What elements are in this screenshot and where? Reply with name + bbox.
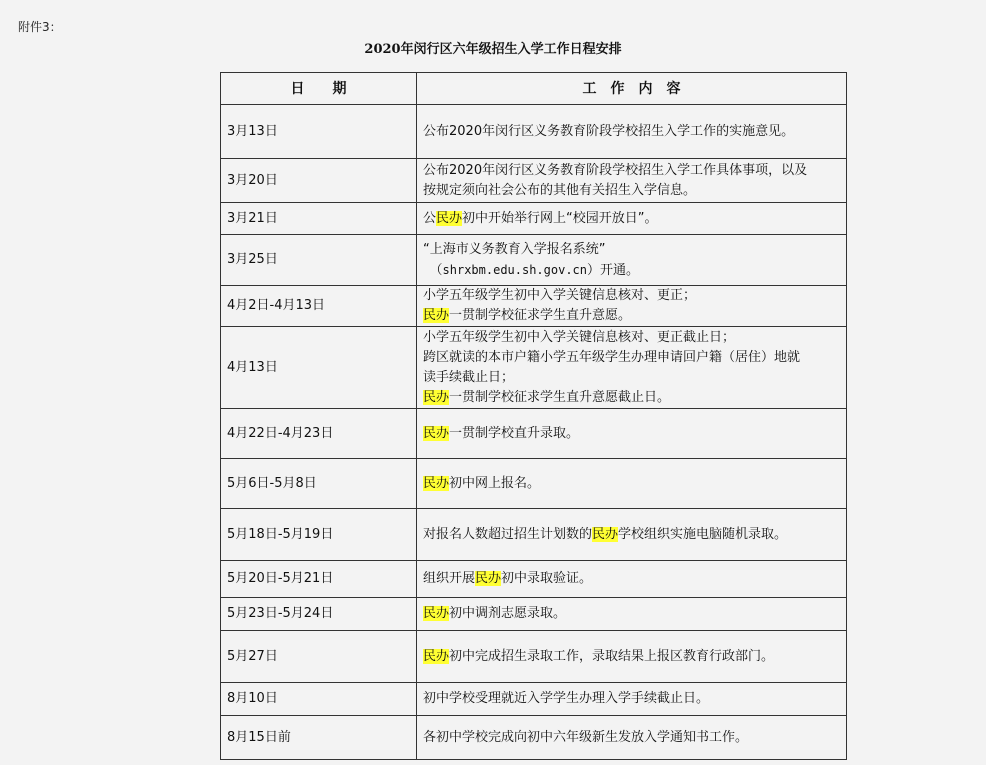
highlighted-term: 民办 xyxy=(423,648,450,664)
table-row xyxy=(221,509,847,561)
table-row xyxy=(221,235,847,286)
content-text: 一贯制学校直升录取。 xyxy=(449,425,580,441)
content-line xyxy=(423,474,840,494)
content-line xyxy=(423,286,840,306)
highlighted-term: 民办 xyxy=(423,606,450,621)
row-content xyxy=(417,459,847,509)
table-row xyxy=(221,203,847,235)
content-line xyxy=(423,122,840,142)
row-content xyxy=(417,683,847,716)
row-content xyxy=(417,561,847,598)
row-date: 8月15日前 xyxy=(221,716,417,760)
content-line xyxy=(423,388,840,408)
header-row xyxy=(221,73,847,105)
row-date: 3月13日 xyxy=(221,105,417,159)
highlighted-term: 民办 xyxy=(423,425,450,441)
highlighted-term: 民办 xyxy=(423,389,450,405)
content-text: 一贯制学校征求学生直升意愿。 xyxy=(449,308,632,323)
table-row xyxy=(221,561,847,598)
row-date: 4月2日-4月13日 xyxy=(221,286,417,327)
content-text: 跨区就读的本市户籍小学五年级学生办理申请回户籍（居住）地就 xyxy=(423,349,801,365)
content-text: 各初中学校完成向初中六年级新生发放入学通知书工作。 xyxy=(423,729,749,745)
content-line xyxy=(423,728,840,748)
table-row xyxy=(221,459,847,509)
content-line xyxy=(423,328,840,348)
row-content xyxy=(417,286,847,327)
content-text: 学校组织实施电脑随机录取。 xyxy=(618,526,788,542)
table-row xyxy=(221,159,847,203)
content-text: 初中调剂志愿录取。 xyxy=(449,606,567,621)
schedule-table xyxy=(220,72,847,760)
row-content xyxy=(417,203,847,235)
date-header: 日 期 xyxy=(221,73,417,105)
content-line xyxy=(423,306,840,326)
row-date: 5月20日-5月21日 xyxy=(221,561,417,598)
content-text: 初中录取验证。 xyxy=(501,571,593,586)
content-line xyxy=(423,647,840,667)
content-text: 小学五年级学生初中入学关键信息核对、更正； xyxy=(423,288,697,303)
content-text: 按规定须向社会公布的其他有关招生入学信息。 xyxy=(423,182,697,198)
highlighted-term: 民办 xyxy=(436,210,463,226)
content-text: 初中学校受理就近入学学生办理入学手续截止日。 xyxy=(423,691,710,706)
content-line xyxy=(423,209,840,229)
content-text: 初中完成招生录取工作，录取结果上报区教育行政部门。 xyxy=(449,648,775,664)
table-row xyxy=(221,286,847,327)
row-content xyxy=(417,631,847,683)
row-date: 8月10日 xyxy=(221,683,417,716)
row-content xyxy=(417,159,847,203)
content-text: （ xyxy=(423,262,443,278)
content-text: 对报名人数超过招生计划数的 xyxy=(423,526,593,542)
content-text: 一贯制学校征求学生直升意愿截止日。 xyxy=(449,389,671,405)
content-text: 小学五年级学生初中入学关键信息核对、更正截止日； xyxy=(423,329,736,345)
highlighted-term: 民办 xyxy=(592,526,619,542)
row-date: 4月22日-4月23日 xyxy=(221,409,417,459)
content-text: 公布2020年闵行区义务教育阶段学校招生入学工作的实施意见。 xyxy=(423,123,795,139)
content-text: 初中网上报名。 xyxy=(449,475,541,491)
content-text: ）开通。 xyxy=(587,262,640,278)
content-line xyxy=(423,604,840,624)
content-line xyxy=(423,161,840,181)
row-content xyxy=(417,509,847,561)
content-line xyxy=(423,368,840,388)
highlighted-term: 民办 xyxy=(423,308,450,323)
row-date: 3月25日 xyxy=(221,235,417,286)
row-date: 5月27日 xyxy=(221,631,417,683)
row-content xyxy=(417,105,847,159)
row-content xyxy=(417,235,847,286)
table-row xyxy=(221,598,847,631)
table-row xyxy=(221,683,847,716)
row-content xyxy=(417,716,847,760)
highlighted-term: 民办 xyxy=(423,475,450,491)
row-date: 5月18日-5月19日 xyxy=(221,509,417,561)
content-header: 工 作 内 容 xyxy=(417,73,847,105)
table-row xyxy=(221,105,847,159)
row-date: 3月21日 xyxy=(221,203,417,235)
content-line xyxy=(423,569,840,589)
table-row xyxy=(221,716,847,760)
content-text: “上海市义务教育入学报名系统” xyxy=(423,241,606,257)
content-text: 公布2020年闵行区义务教育阶段学校招生入学工作具体事项，以及 xyxy=(423,162,808,178)
content-line xyxy=(423,689,840,709)
content-line xyxy=(423,348,840,368)
content-text: 组织开展 xyxy=(423,571,476,586)
row-date: 3月20日 xyxy=(221,159,417,203)
url-text: shrxbm.edu.sh.gov.cn xyxy=(442,262,588,277)
content-line xyxy=(423,240,840,260)
content-text: 初中开始举行网上“校园开放日”。 xyxy=(462,210,658,226)
table-row xyxy=(221,631,847,683)
row-content xyxy=(417,598,847,631)
table-row xyxy=(221,409,847,459)
content-line xyxy=(423,525,840,545)
content-text: 公 xyxy=(423,210,437,226)
row-content xyxy=(417,327,847,409)
table-row xyxy=(221,327,847,409)
content-line xyxy=(423,260,840,281)
row-date: 4月13日 xyxy=(221,327,417,409)
highlighted-term: 民办 xyxy=(475,571,502,586)
content-line xyxy=(423,181,840,201)
attachment-label: 附件3： xyxy=(18,20,62,34)
row-content xyxy=(417,409,847,459)
content-text: 读手续截止日； xyxy=(423,369,515,385)
row-date: 5月23日-5月24日 xyxy=(221,598,417,631)
content-line xyxy=(423,424,840,444)
page-title: 2020年闵行区六年级招生入学工作日程安排 xyxy=(364,42,622,57)
row-date: 5月6日-5月8日 xyxy=(221,459,417,509)
